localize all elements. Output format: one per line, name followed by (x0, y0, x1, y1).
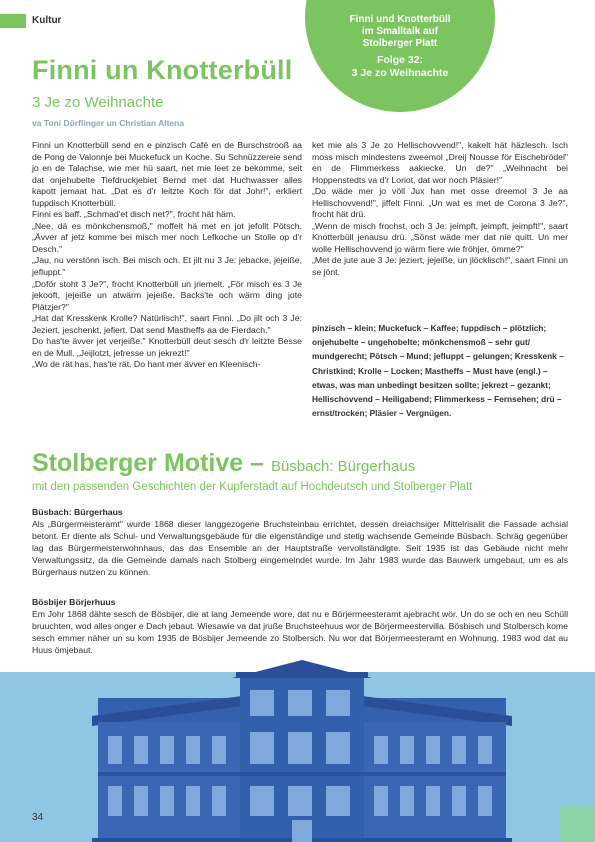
article-column-left (32, 140, 302, 371)
paragraph: „Hat dat Kresskenk Krolle? Natürlisch!", saart Finni. „Do jilt och 3 Je: Jeziert, jeschenkt, jefiert. Dat send Mastheffs aa de Fierdach." (32, 313, 302, 335)
paragraph: „Do wäde mer jo völl Jux han met osse dreemol 3 Je aa Hellischovvend!", jiffelt Finni. „Un wat es met de Corona 3 Je?", frocht hät drü. (312, 186, 568, 220)
paragraph: ket mie als 3 Je zo Hellischovvend!", kakelt hät häzlesch. Isch moss misch mindestens zweemol „Dreij Nousse för Eischebrödel" en de Flimmerkess aakiecke. Un de?" „Weihnacht bei Hoppenstedts va d'r Loriot, dat wor noch Pläsier!" (312, 140, 568, 185)
building-window (326, 786, 350, 816)
building-window (478, 736, 492, 764)
teaser-circle (305, 0, 495, 112)
section-heading: Büsbach: Bürgerhaus (32, 507, 123, 517)
building-window (426, 736, 440, 764)
building-window (250, 732, 274, 764)
motive-heading (32, 449, 415, 478)
building-window (134, 736, 148, 764)
building-window (250, 786, 274, 816)
building-window (292, 820, 312, 842)
building-window (108, 736, 122, 764)
building-window (452, 736, 466, 764)
building-window (288, 786, 312, 816)
building-window (400, 736, 414, 764)
page-number: 34 (32, 812, 44, 823)
motive-section-platt (32, 596, 568, 656)
section-label: Kultur (32, 15, 62, 26)
teaser-episode-text: Folge 32: 3 Je zo Weihnachte (351, 54, 449, 79)
paragraph: „Wo de rät has, has'te rät. Do hant mer ävver en Kleenisch- (32, 359, 261, 370)
motive-title-sub: Büsbach: Bürgerhaus (270, 458, 416, 475)
building-window (186, 736, 200, 764)
building-window (374, 786, 388, 816)
article-byline: va Toni Dörflinger un Christian Altena (32, 118, 185, 128)
building-window (250, 690, 274, 716)
building-window (426, 786, 440, 816)
building-window (212, 736, 226, 764)
building-window (186, 786, 200, 816)
motive-section-hochdeutsch (32, 506, 568, 579)
article-column-right (312, 140, 568, 279)
corner-accent (560, 805, 595, 842)
paragraph: Do has'te ävver jet verjeiße." Knotterbüll deut sesch d'r leitzte Besse en de Mull. „Jeijlotzt, jefresse un jekrezt!" (32, 336, 302, 358)
paragraph: „Jau, nu verstönn isch. Bei misch och. Et jilt nu 3 Je: jebacke, jejeiße, jefluppt." (32, 255, 302, 278)
building-window (400, 786, 414, 816)
paragraph: „Met de jute aue 3 Je: jeziert, jejeiße, un jlöcklisch!", saart Finni un se jönt. (312, 255, 568, 278)
article-subtitle: 3 Je zo Weihnachte (32, 94, 164, 111)
section-heading: Bösbijer Börjerhuus (32, 597, 116, 607)
motive-title: Stolberger Motive – (32, 449, 271, 477)
section-color-tab (0, 14, 26, 28)
building-window (288, 690, 312, 716)
building-window (212, 786, 226, 816)
paragraph: Finni un Knotterbüll send en e pinzisch Café en de Burschstrooß aa de Pong de Valonnje bei Muckefuck un Koche. Su Schnüzzereie send jo en de Talachse, wie mer hü saart, net mie leet ze bekomme, seit dat onjehubelte Tiefdruckjebiet Bernd met dat Huchwasser alles kapott jemaat hat. „Dat es d'r leitzte Koch för dat Johr!", erkliert fuppdisch Knotterbüll. (32, 140, 302, 208)
motive-subheading: mit den passenden Geschichten der Kupferstadt auf Hochdeutsch und Stolberger Platt (32, 481, 473, 493)
building-window (326, 732, 350, 764)
paragraph: „Doför stoht 3 Je?", frocht Knotterbüll un jriemelt. „För misch es 3 Je jekooft, jejeiße un atwärm jejeiße. Backs'te och wärm ding jote Plätzjer?" (32, 278, 302, 312)
glossary: pinzisch – klein; Muckefuck – Kaffee; fuppdisch – plötzlich; onjehubelte – ungehobelte; mönkchensmoß – sehr gut/ mundgerecht; Pötsch – Mund; jefluppt – gelungen; Kresskenk – Christkind; Krolle – Locken; Mastheffs – Must have (engl.) – etwas, was man unbedingt besitzen sollte; jekrezt – gezankt; Hellischovvend – Heiligabend; Flimmerkess – Fernsehen; drü – ernst/trocken; Pläsier – Vergnügen. (312, 323, 564, 419)
article-title: Finni un Knotterbüll (32, 55, 293, 85)
building-window (478, 786, 492, 816)
building-window (108, 786, 122, 816)
section-text: Em Johr 1868 dähte sesch de Bösbijer, die at lang Jemeende wore, dat nu e Börjermeesteramt ajebracht wör. Un do se och en neu Schüll bruuchten, wod alles onger e Dach jebaut. Wiesawie va dat jruße Bruchsteehuus wor de Börjermeestervilla. Bösbisch und Stolbersch kome sesch emmer näher un su kom 1935 de Bösbijer Jemeende zo Stolbersch. Nu wor dat Börjermeesteramt en Wohnung. 1983 wod dat au Huus ömjebaut. (32, 609, 568, 656)
building-illustration (92, 656, 512, 842)
teaser-series-text: Finni und Knotterbüll im Smalltalk auf Stolberger Platt (349, 14, 451, 49)
building-window (288, 732, 312, 764)
paragraph: „Nee, dä es mönkchensmoß," moffelt hä met en jot jefollt Pötsch. „Ävver af jetz komme bei misch mer noch Lefkoche un Stolle op d'r Desch." (32, 220, 302, 254)
building-window (374, 736, 388, 764)
section-text: Als „Bürgermeisteramt" wurde 1868 dieser langgezogene Bruchsteinbau errichtet, dessen dreiachsiger Mittelrisalit die Fassade achsial betont. Er diente als Schul- und Verwaltungsgebäude für die eigenständige und stetig wachsende Gemeinde Büsbach. Schräg gegenüber lag das Bürgermeisterwohnhaus, das das Ensemble an der Hauptstraße vervollständigte. Seit 1935 ist das Gebäude nicht mehr Verwaltungssitz, da die Gemeinde damals nach Stolberg eingemeindet wurde. Im Jahr 1983 wurde das Bauwerk umgebaut, um es als Bürgerhaus nutzen zu können. (32, 519, 568, 578)
building-window (134, 786, 148, 816)
building-window (452, 786, 466, 816)
paragraph: „Wenn de misch frochst, och 3 Je: jeimpft, jeimpft, jeimpft!", saart Knotterbüll jenausu drü. „Sönst wäde mer dat nie quitt. Un mer wolle Hellischovvend jo wärm fiere wie fröhjer, ömme?" (312, 220, 568, 254)
building-window (160, 736, 174, 764)
building-window (160, 786, 174, 816)
building-window (326, 690, 350, 716)
paragraph: Finni es baff. „Schmad'et disch net?", frocht hät häm. (32, 209, 236, 220)
